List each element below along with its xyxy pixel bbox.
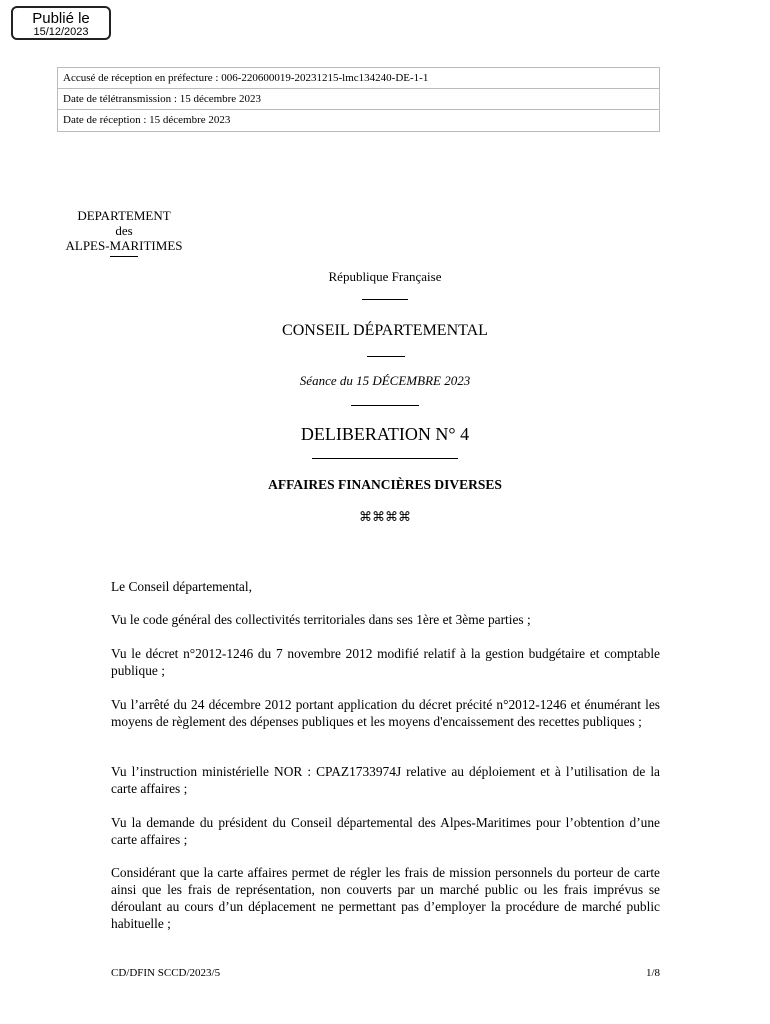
department-line2: des xyxy=(115,223,133,238)
department-divider xyxy=(110,256,138,257)
paragraph-text: Vu l’arrêté du 24 décembre 2012 portant application du décret précité n°2012-1246 et énumérant les moyens de règlement des dépenses publiques et les moyens d'encaissement des recettes publiques ; xyxy=(111,697,660,729)
paragraph-text: Vu le décret n°2012-1246 du 7 novembre 2012 modifié relatif à la gestion budgétaire et comptable publique ; xyxy=(111,646,660,678)
footer-reference: CD/DFIN SCCD/2023/5 xyxy=(111,967,221,979)
paragraph-text: Considérant que la carte affaires permet de régler les frais de mission personnels du porteur de carte ainsi que les frais de représentation, non couverts par un marché public ou les frais imprévus se déroulant au cours d’un déplacement ne permettant pas d’employer la procédure de marché public habituelle ; xyxy=(111,865,660,931)
receipt-acknowledgement: Accusé de réception en préfecture : 006-220600019-20231215-lmc134240-DE-1-1 xyxy=(58,68,659,89)
stamp-label: Publié le xyxy=(32,10,90,27)
department-line1: DEPARTEMENT xyxy=(77,208,171,223)
divider-1 xyxy=(362,299,408,300)
divider-4 xyxy=(312,458,458,459)
divider-2 xyxy=(367,356,405,357)
receipt-table xyxy=(57,67,660,132)
paragraph-text: Le Conseil départemental, xyxy=(111,579,252,594)
subject-title: AFFAIRES FINANCIÈRES DIVERSES xyxy=(268,477,502,492)
paragraph-text: Vu le code général des collectivités territoriales dans ses 1ère et 3ème parties ; xyxy=(111,612,531,627)
paragraph-instruction xyxy=(111,763,660,797)
paragraph-code xyxy=(111,611,660,628)
republic-label: République Française xyxy=(328,269,442,284)
paragraph-request xyxy=(111,814,660,848)
receipt-transmission-date: Date de télétransmission : 15 décembre 2023 xyxy=(58,89,659,110)
paragraph-decree xyxy=(111,645,660,679)
footer-page-number: 1/8 xyxy=(645,967,660,979)
publication-stamp xyxy=(11,6,111,40)
paragraph-text: Vu l’instruction ministérielle NOR : CPAZ1733974J relative au déploiement et à l’utilisation de la carte affaires ; xyxy=(111,764,660,796)
ornament: ⌘⌘⌘⌘ xyxy=(359,510,411,525)
receipt-reception-date: Date de réception : 15 décembre 2023 xyxy=(63,114,231,126)
council-title: CONSEIL DÉPARTEMENTAL xyxy=(282,322,488,339)
paragraph-text: Vu la demande du président du Conseil départemental des Alpes-Maritimes pour l’obtention d’une carte affaires ; xyxy=(111,815,660,847)
department-block xyxy=(55,208,193,257)
paragraph-order xyxy=(111,696,660,730)
stamp-date: 15/12/2023 xyxy=(33,26,89,38)
divider-3 xyxy=(351,405,419,406)
deliberation-title: DELIBERATION N° 4 xyxy=(300,424,470,444)
session-date: Séance du 15 DÉCEMBRE 2023 xyxy=(299,373,471,388)
paragraph-considering xyxy=(111,864,660,932)
paragraph-intro xyxy=(111,578,660,595)
department-line3: ALPES-MARITIMES xyxy=(65,238,183,253)
